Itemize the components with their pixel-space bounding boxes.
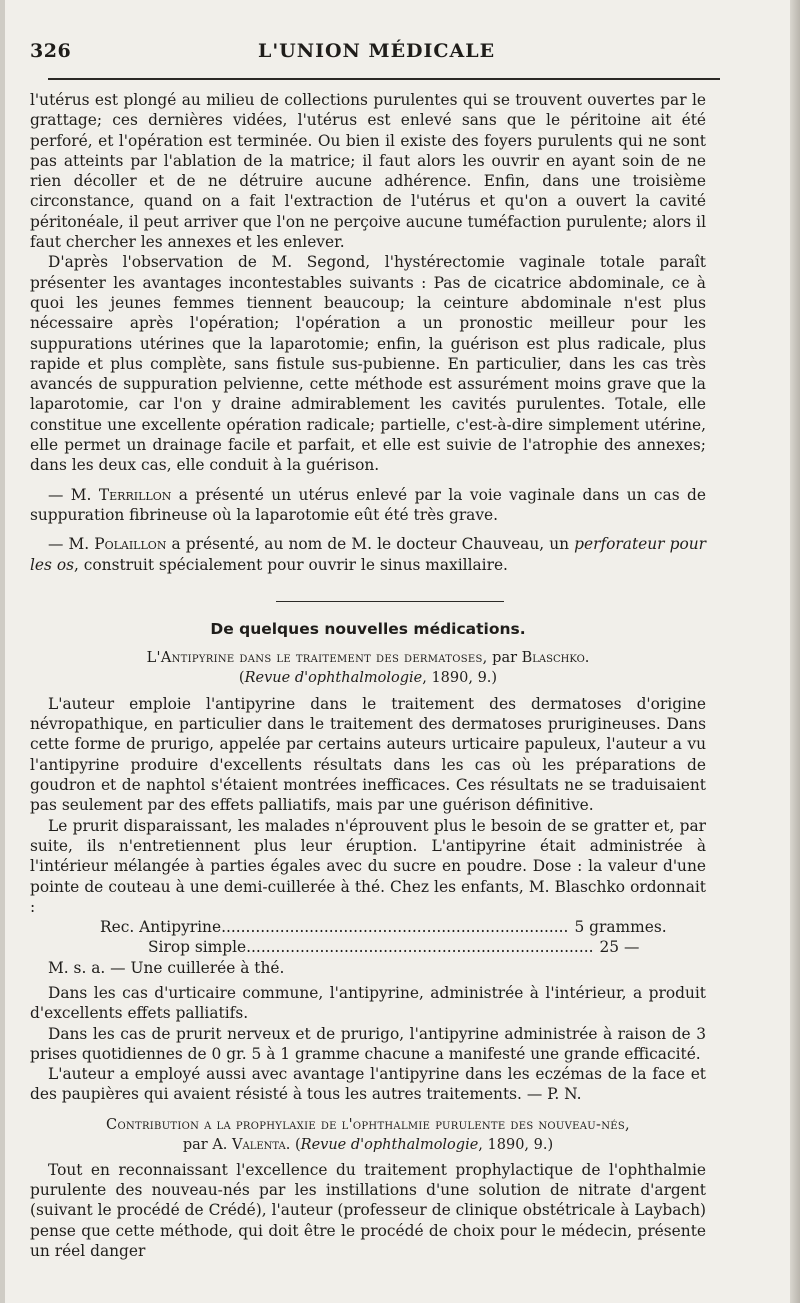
- header-rule: [48, 78, 720, 80]
- article-author: Blaschko.: [521, 649, 590, 666]
- paragraph-polaillon: [30, 534, 706, 575]
- name-terrillon: Terrillon: [98, 485, 172, 504]
- name-polaillon: Polaillon: [94, 535, 167, 554]
- section-title: De quelques nouvelles médications.: [210, 619, 526, 638]
- article-title-line: [30, 648, 706, 668]
- dot-leader: .......................................................................: [246, 938, 594, 957]
- source-journal: Revue d'ophthalmologie: [244, 669, 423, 686]
- formula-row: [100, 937, 640, 957]
- instrument-name: perforateur pour les os: [30, 535, 707, 574]
- spacer: [30, 476, 706, 485]
- antipyrine-paragraph-3: Dans les cas d'urticaire commune, l'antipyrine, administrée à l'intérieur, a produit d'excellents effets palliatifs.: [30, 983, 706, 1023]
- polaillon-text: a présenté, au nom de M. le docteur Chauveau, un: [166, 535, 575, 554]
- formula-row: [100, 917, 667, 937]
- paragraph-segond: D'après l'observation de M. Segond, l'hystérectomie vaginale totale paraît présenter les avantages incontestables suivants : Pas de cicatrice abdominale, ce à quoi les jeunes femmes tiennent beaucoup; la ceinture abdominale n'est plus nécessaire après l'opération; l'opération a un pronostic meilleur pour les suppurations utérines que la laparotomie; enfin, la guérison est plus radicale, plus rapide et plus complète, sans fistule sus-pubienne. En particulier, dans les cas très avancés de suppuration pelvienne, cette méthode est assurément moins grave que la laparotomie, car l'on y draine admirablement les cavités purulentes. Totale, elle constitue une excellente opération radicale; partielle, c'est-à-dire simplement utérine, elle permet un drainage facile et parfait, et elle est suivie de l'atrophie des annexes; dans les deux cas, elle conduit à la guérison.: [30, 253, 706, 475]
- formula-quantity: 25 —: [599, 938, 640, 957]
- paragraph-continued: l'utérus est plongé au milieu de collections purulentes qui se trouvent ouvertes par le grattage; ces dernières vidées, l'utérus est enlevé sans que le péritoine ait été perforé, et l'opération est terminée. Ou bien il existe des foyers purulents qui ne sont pas atteints par l'ablation de la matrice; il faut alors les ouvrir en ayant soin de ne rien décoller et de ne détruire aucune adhérence. Enfin, dans une troisième circonstance, quand on a fait l'extraction de l'utérus et qu'on a ouvert la cavité péritonéale, il peut arriver que l'on ne perçoive aucune tuméfaction purulente; alors il faut chercher les annexes et les enlever.: [30, 91, 706, 252]
- antipyrine-paragraph-2: Le prurit disparaissant, les malades n'éprouvent plus le besoin de se gratter et, par suite, ils n'entretiennent plus leur éruption. L'antipyrine était administrée à l'intérieur mélangée à parties égales avec du sucre en poudre. Dose : la valeur d'une pointe de couteau à une demi-cuillerée à thé. Chez les enfants, M. Blaschko ordonnait :: [30, 816, 706, 916]
- dash-lead: — M.: [48, 535, 95, 554]
- formula-quantity: 5 grammes.: [574, 918, 667, 937]
- antipyrine-paragraph-1: L'auteur emploie l'antipyrine dans le traitement des dermatoses d'origine névropathique, en particulier dans le traitement des dermatoses prurigineuses. Dans cette forme de prurigo, appelée par certains auteurs urticaire papuleux, l'auteur a vu l'antipyrine produire d'excellents résultats dans les cas où les préparations de goudron et de naphtol s'étaient montrées inefficaces. Ces résultats ne se traduisaient pas seulement par des effets palliatifs, mais par une guérison définitive.: [30, 694, 706, 815]
- article-by: par A.: [182, 1136, 233, 1153]
- source-journal: Revue d'ophthalmologie: [300, 1136, 479, 1153]
- page-right-edge: [790, 0, 800, 1303]
- ophthalmie-paragraph-1: Tout en reconnaissant l'excellence du traitement prophylactique de l'ophthalmie purulente des nouveau-nés par les instillations d'une solution de nitrate d'argent (suivant le procédé de Crédé), l'auteur (professeur de clinique obstétricale à Laybach) pense que cette méthode, qui doit être le procédé de choix pour le médecin, présente un réel danger: [30, 1160, 706, 1260]
- article-heading-antipyrine: [30, 648, 706, 688]
- page-left-edge: [0, 0, 5, 1303]
- formula-ingredient: Rec. Antipyrine: [100, 918, 222, 937]
- polaillon-text-end: , construit spécialement pour ouvrir le sinus maxillaire.: [74, 555, 508, 574]
- article-author: Valenta.: [232, 1136, 291, 1153]
- antipyrine-paragraph-4: Dans les cas de prurit nerveux et de prurigo, l'antipyrine administrée à raison de 3 prises quotidiennes de 0 gr. 5 à 1 gramme chacune a manifesté une grande efficacité.: [30, 1024, 706, 1063]
- article-title: L'Antipyrine dans le traitement des dermatoses,: [146, 649, 488, 666]
- terrillon-text: a présenté un utérus enlevé par la voie vaginale dans un cas de suppuration fibrineuse où la laparotomie eût été très grave.: [30, 485, 706, 524]
- article-title-line: [30, 1115, 706, 1135]
- section-divider: [276, 601, 504, 602]
- article-source: (Revue d'ophthalmologie, 1890, 9.): [238, 669, 498, 686]
- spacer: [30, 525, 706, 534]
- article-byline: par A. Valenta. (Revue d'ophthalmologie, 1890, 9.): [182, 1136, 554, 1153]
- article-by: par: [487, 649, 522, 666]
- page-header: [30, 40, 706, 70]
- page-number: 326: [30, 40, 72, 62]
- prescription-formula: [30, 917, 667, 958]
- dot-leader: .......................................................................: [221, 918, 569, 937]
- article-heading-ophthalmie: [30, 1115, 706, 1155]
- dash-lead: — M.: [48, 485, 99, 504]
- formula-directions: M. s. a. — Une cuillerée à thé.: [48, 958, 285, 977]
- antipyrine-paragraph-5: L'auteur a employé aussi avec avantage l'antipyrine dans les eczémas de la face et des paupières qui avaient résisté à tous les autres traitements. — P. N.: [30, 1065, 706, 1104]
- article-title: Contribution a la prophylaxie de l'ophthalmie purulente des nouveau-nés,: [106, 1116, 630, 1133]
- running-title: L'UNION MÉDICALE: [258, 40, 496, 62]
- formula-ingredient: Sirop simple: [148, 938, 247, 957]
- paragraph-terrillon: [30, 485, 706, 526]
